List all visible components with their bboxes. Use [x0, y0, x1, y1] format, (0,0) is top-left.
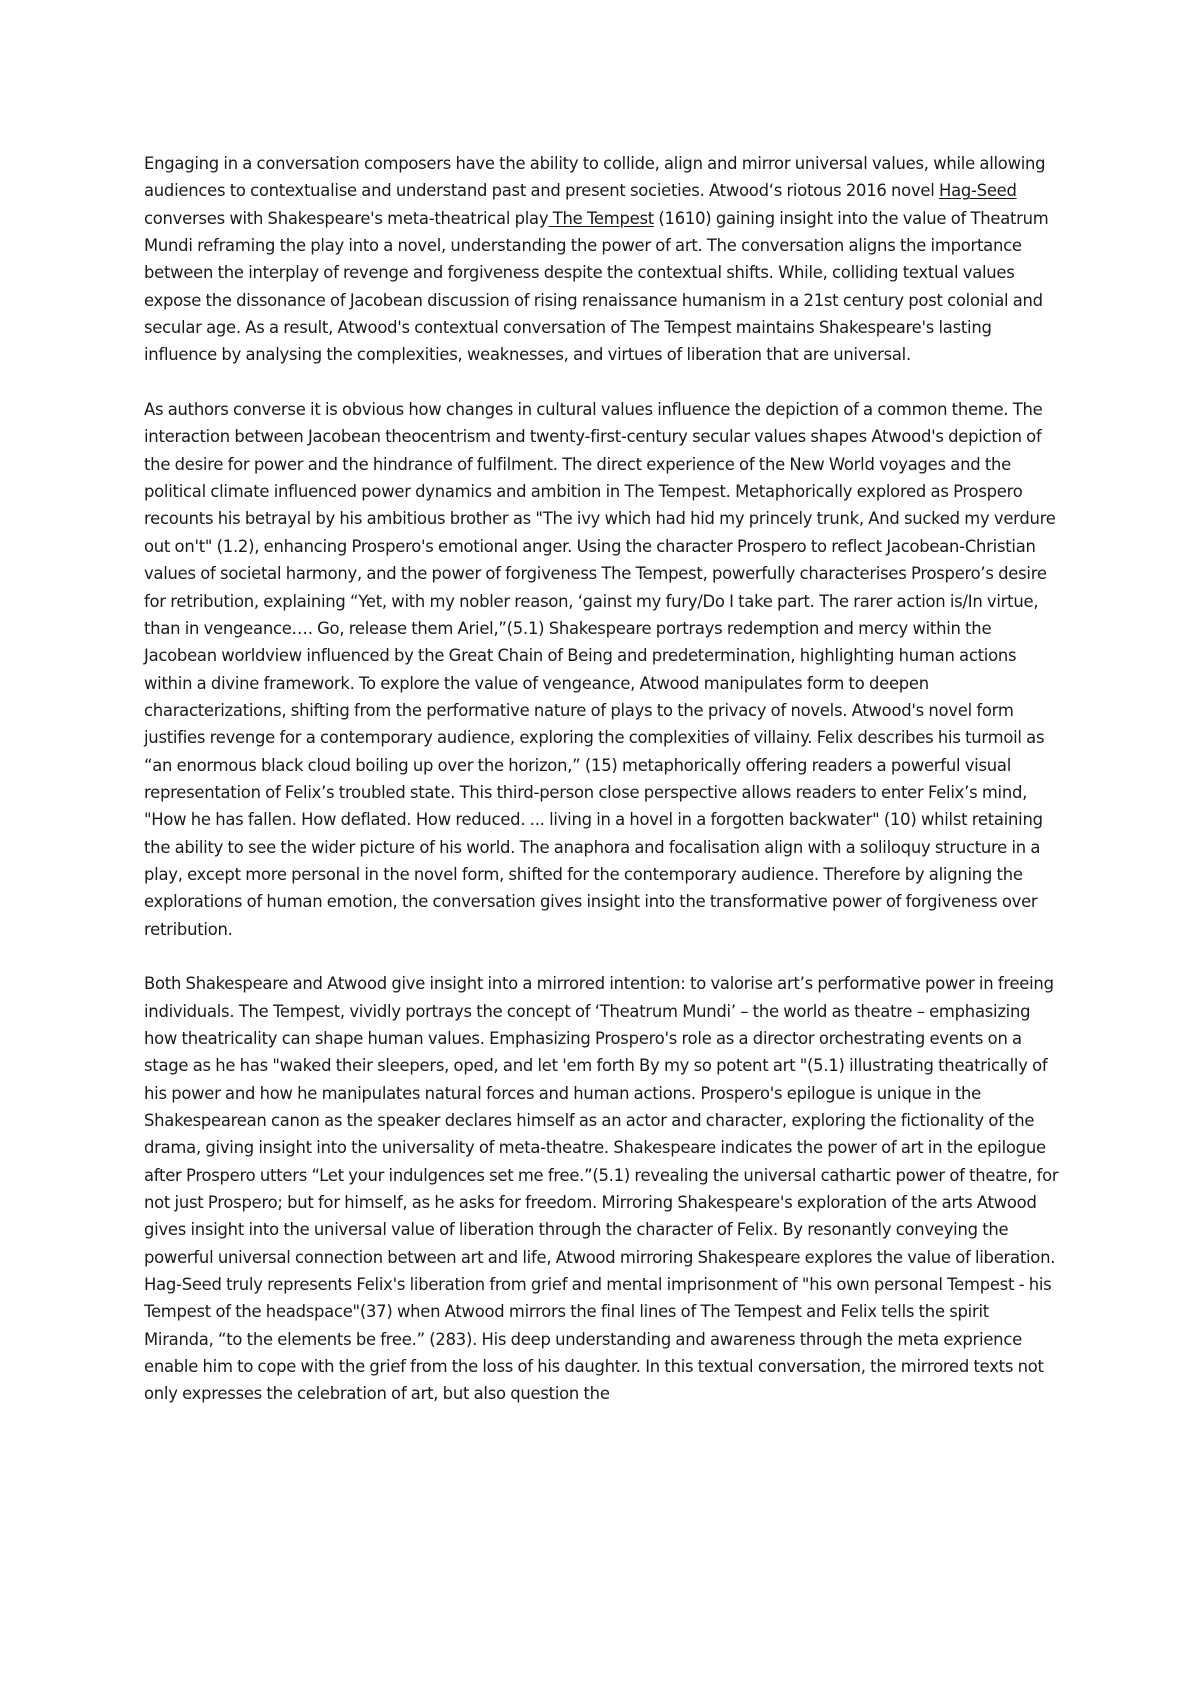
paragraph-text: Both Shakespeare and Atwood give insight into a mirrored intention: to valorise art’s performative power in freeing individuals. The Tempest, vividly portrays the concept of ‘Theatrum Mundi’ – the world as theatre – emphasizing how theatricality can shape human values. Emphasizing Prospero's role as a director orchestrating events on a stage as he has "waked their sleepers, oped, and let 'em forth By my so potent art "(5.1) illustrating theatrically of his power and how he manipulates natural forces and human actions. Prospero's epilogue is unique in the Shakespearean canon as the speaker declares himself as an actor and character, exploring the fictionality of the drama, giving insight into the universality of meta-theatre. Shakespeare indicates the power of art in the epilogue after Prospero utters “Let your indulgences set me free.”(5.1) revealing the universal cathartic power of theatre, for not just Prospero; but for himself, as he asks for freedom. Mirroring Shakespeare's exploration of the arts Atwood gives insight into the universal value of liberation through the character of Felix. By resonantly conveying the powerful universal connection between art and life, Atwood mirroring Shakespeare explores the value of liberation. Hag-Seed truly represents Felix's liberation from grief and mental imprisonment of "his own personal Tempest - his Tempest of the headspace"(37) when Atwood mirrors the final lines of The Tempest and Felix tells the spirit Miranda, “to the elements be free.” (283). His deep understanding and awareness through the meta exprience enable him to cope with the grief from the loss of his daughter. In this textual conversation, the mirrored texts not only expresses the celebration of art, but also question the [144, 974, 1063, 1404]
document-body [144, 150, 1062, 1408]
paragraph-mirrored-intention [144, 970, 1062, 1408]
paragraph-text: (1610) gaining insight into the value of Theatrum Mundi reframing the play into a novel, understanding the power of art. The conversation aligns the importance between the interplay of revenge and forgiveness despite the contextual shifts. While, colliding textual values expose the dissonance of Jacobean discussion of rising renaissance humanism in a 21st century post colonial and secular age. As a result, Atwood's contextual conversation of The Tempest maintains Shakespeare's lasting influence by analysing the complexities, weaknesses, and virtues of liberation that are universal. [144, 208, 1053, 365]
paragraph-text: As authors converse it is obvious how changes in cultural values influence the depiction of a common theme. The interaction between Jacobean theocentrism and twenty-first-century secular values shapes Atwood's depiction of the desire for power and the hindrance of fulfilment. The direct experience of the New World voyages and the political climate influenced power dynamics and ambition in The Tempest. Metaphorically explored as Prospero recounts his betrayal by his ambitious brother as "The ivy which had hid my princely trunk, And sucked my verdure out on't" (1.2), enhancing Prospero's emotional anger. Using the character Prospero to reflect Jacobean-Christian values of societal harmony, and the power of forgiveness The Tempest, powerfully characterises Prospero’s desire for retribution, explaining “Yet, with my nobler reason, ‘gainst my fury/Do I take part. The rarer action is/In virtue, than in vengeance…. Go, release them Ariel,”(5.1) Shakespeare portrays redemption and mercy within the Jacobean worldview influenced by the Great Chain of Being and predetermination, highlighting human actions within a divine framework. To explore the value of vengeance, Atwood manipulates form to deepen characterizations, shifting from the performative nature of plays to the privacy of novels. Atwood's novel form justifies revenge for a contemporary audience, exploring the complexities of villainy. Felix describes his turmoil as “an enormous black cloud boiling up over the horizon,” (15) metaphorically offering readers a powerful visual representation of Felix’s troubled state. This third-person close perspective allows readers to enter Felix’s mind, "How he has fallen. How deflated. How reduced. ... living in a hovel in a forgotten backwater" (10) whilst retaining the ability to see the wider picture of his world. The anaphora and focalisation align with a soliloquy structure in a play, except more personal in the novel form, shifted for the contemporary audience. Therefore by aligning the explorations of human emotion, the conversation gives insight into the transformative power of forgiveness over retribution. [144, 400, 1061, 939]
paragraph-introduction [144, 150, 1062, 369]
paragraph-cultural-values [144, 396, 1062, 943]
paragraph-text: Engaging in a conversation composers have the ability to collide, align and mirror universal values, while allowing audiences to contextualise and understand past and present societies. Atwood‘s riotous 2016 novel [144, 154, 1050, 201]
novel-title-hag-seed: Hag-Seed [939, 181, 1017, 201]
play-title-the-tempest: The Tempest [548, 208, 654, 228]
paragraph-text: converses with Shakespeare's meta-theatrical play [144, 181, 1022, 228]
